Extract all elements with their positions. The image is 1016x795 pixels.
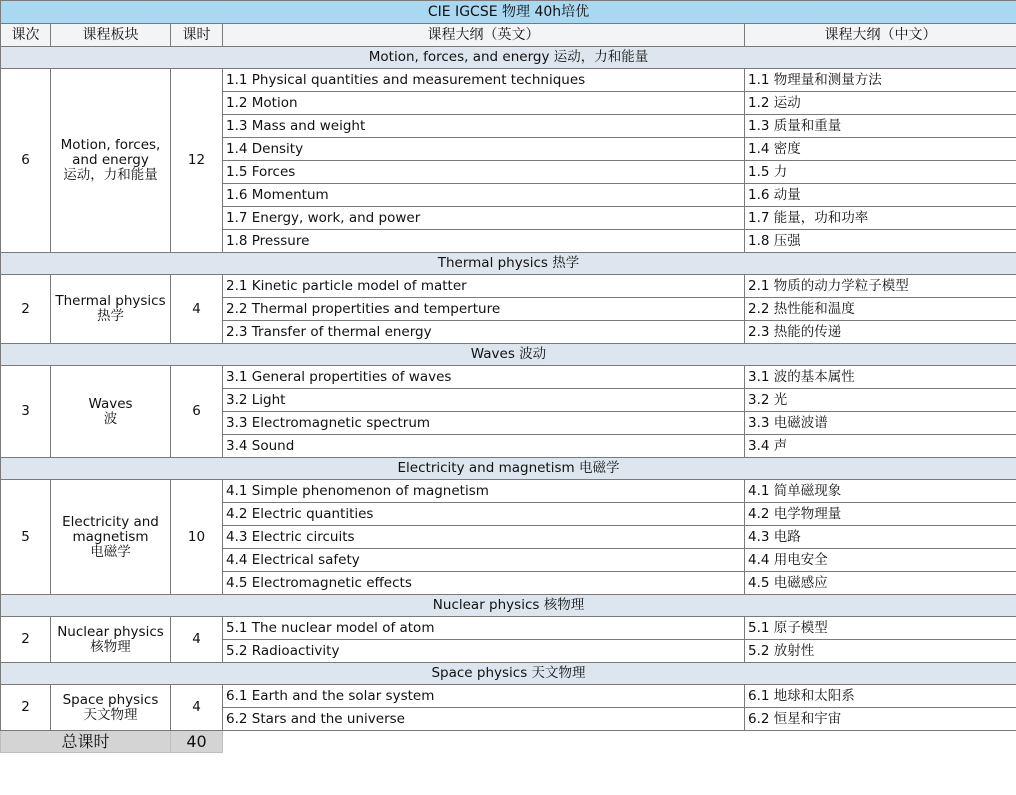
topic-en: 4.4 Electrical safety: [223, 549, 745, 572]
topic-en: 3.4 Sound: [223, 435, 745, 458]
topic-cn: 6.1 地球和太阳系: [745, 685, 1016, 708]
lesson-count: 3: [1, 366, 51, 458]
topic-cn: 1.6 动量: [745, 184, 1016, 207]
table-row: [1, 275, 1016, 298]
lesson-count: 5: [1, 480, 51, 595]
module-name-en: Thermal physics: [55, 293, 166, 309]
topic-en: 6.1 Earth and the solar system: [223, 685, 745, 708]
topic-en: 3.2 Light: [223, 389, 745, 412]
topic-en: 4.1 Simple phenomenon of magnetism: [223, 480, 745, 503]
topic-en: 1.2 Motion: [223, 92, 745, 115]
module-name-en: Electricity and magnetism: [62, 513, 159, 545]
topic-en: 3.1 General propertities of waves: [223, 366, 745, 389]
module-name-en: Nuclear physics: [57, 623, 164, 640]
topic-cn: 3.1 波的基本属性: [745, 366, 1016, 389]
topic-cn: 1.8 压强: [745, 230, 1016, 253]
total-row: [1, 731, 1016, 753]
topic-en: 6.2 Stars and the universe: [223, 708, 745, 731]
module-name-cn: 运动，力和能量: [63, 167, 158, 183]
topic-en: 5.1 The nuclear model of atom: [223, 617, 745, 640]
topic-en: 4.5 Electromagnetic effects: [223, 572, 745, 595]
topic-cn: 3.3 电磁波谱: [745, 412, 1016, 435]
module-name-en: Motion, forces, and energy: [60, 137, 161, 168]
hours-count: 4: [171, 275, 223, 344]
lesson-count: 2: [1, 275, 51, 344]
header-outline-en: 课程大纲（英文）: [223, 24, 745, 47]
topic-cn: 4.5 电磁感应: [745, 572, 1016, 595]
topic-cn: 3.4 声: [745, 435, 1016, 458]
section-title: Space physics 天文物理: [1, 663, 1016, 685]
hours-count: 10: [171, 480, 223, 595]
topic-cn: 4.1 简单磁现象: [745, 480, 1016, 503]
header-module: 课程板块: [51, 24, 171, 47]
topic-cn: 1.2 运动: [745, 92, 1016, 115]
module-name-en: Waves: [88, 395, 133, 412]
topic-cn: 3.2 光: [745, 389, 1016, 412]
total-blank: [223, 731, 745, 753]
module-name-cn: 电磁学: [90, 543, 131, 560]
topic-cn: 1.4 密度: [745, 138, 1016, 161]
section-title: Nuclear physics 核物理: [1, 595, 1016, 617]
topic-cn: 1.5 力: [745, 161, 1016, 184]
section-title: Thermal physics 热学: [1, 253, 1016, 275]
lesson-count: 6: [1, 69, 51, 253]
total-label: 总课时: [1, 731, 171, 753]
lesson-count: 2: [1, 685, 51, 731]
topic-cn: 5.1 原子模型: [745, 617, 1016, 640]
topic-en: 1.5 Forces: [223, 161, 745, 184]
section-header-row: [1, 344, 1016, 366]
hours-count: 12: [171, 69, 223, 253]
header-outline-cn: 课程大纲（中文）: [745, 24, 1016, 47]
module-cell: [51, 275, 171, 344]
topic-cn: 4.2 电学物理量: [745, 503, 1016, 526]
section-header-row: [1, 663, 1016, 685]
module-name-cn: 波: [103, 410, 118, 427]
lesson-count: 2: [1, 617, 51, 663]
module-cell: [51, 617, 171, 663]
topic-en: 4.3 Electric circuits: [223, 526, 745, 549]
topic-en: 1.1 Physical quantities and measurement techniques: [223, 69, 745, 92]
topic-en: 1.4 Density: [223, 138, 745, 161]
topic-cn: 1.3 质量和重量: [745, 115, 1016, 138]
table-title: CIE IGCSE 物理 40h培优: [1, 1, 1016, 24]
section-header-row: [1, 595, 1016, 617]
topic-cn: 1.1 物理量和测量方法: [745, 69, 1016, 92]
topic-en: 1.6 Momentum: [223, 184, 745, 207]
topic-en: 2.2 Thermal propertities and temperture: [223, 298, 745, 321]
module-name-cn: 热学: [97, 308, 124, 324]
topic-cn: 2.2 热性能和温度: [745, 298, 1016, 321]
topic-cn: 2.3 热能的传递: [745, 321, 1016, 344]
hours-count: 4: [171, 617, 223, 663]
topic-cn: 1.7 能量，功和功率: [745, 207, 1016, 230]
topic-cn: 4.4 用电安全: [745, 549, 1016, 572]
topic-en: 1.7 Energy, work, and power: [223, 207, 745, 230]
section-header-row: [1, 253, 1016, 275]
module-cell: [51, 69, 171, 253]
topic-en: 3.3 Electromagnetic spectrum: [223, 412, 745, 435]
topic-en: 4.2 Electric quantities: [223, 503, 745, 526]
hours-count: 4: [171, 685, 223, 731]
module-cell: [51, 480, 171, 595]
header-lesson: 课次: [1, 24, 51, 47]
topic-cn: 6.2 恒星和宇宙: [745, 708, 1016, 731]
topic-en: 2.1 Kinetic particle model of matter: [223, 275, 745, 298]
header-hours: 课时: [171, 24, 223, 47]
topic-cn: 4.3 电路: [745, 526, 1016, 549]
topic-en: 1.3 Mass and weight: [223, 115, 745, 138]
module-name-cn: 核物理: [90, 638, 131, 655]
total-blank: [745, 731, 1016, 753]
section-header-row: [1, 47, 1016, 69]
table-row: [1, 480, 1016, 503]
total-hours: 40: [171, 731, 223, 753]
topic-cn: 2.1 物质的动力学粒子模型: [745, 275, 1016, 298]
header-row: [1, 24, 1016, 47]
topic-en: 5.2 Radioactivity: [223, 640, 745, 663]
section-title: Electricity and magnetism 电磁学: [1, 458, 1016, 480]
table-row: [1, 685, 1016, 708]
title-row: [1, 1, 1016, 24]
topic-en: 2.3 Transfer of thermal energy: [223, 321, 745, 344]
topic-cn: 5.2 放射性: [745, 640, 1016, 663]
table-row: [1, 366, 1016, 389]
section-title: Waves 波动: [1, 344, 1016, 366]
hours-count: 6: [171, 366, 223, 458]
section-header-row: [1, 458, 1016, 480]
module-cell: [51, 366, 171, 458]
module-name-en: Space physics: [62, 691, 159, 708]
module-cell: [51, 685, 171, 731]
table-row: [1, 69, 1016, 92]
section-title: Motion, forces, and energy 运动，力和能量: [1, 47, 1016, 69]
module-name-cn: 天文物理: [83, 706, 138, 723]
table-row: [1, 617, 1016, 640]
topic-en: 1.8 Pressure: [223, 230, 745, 253]
